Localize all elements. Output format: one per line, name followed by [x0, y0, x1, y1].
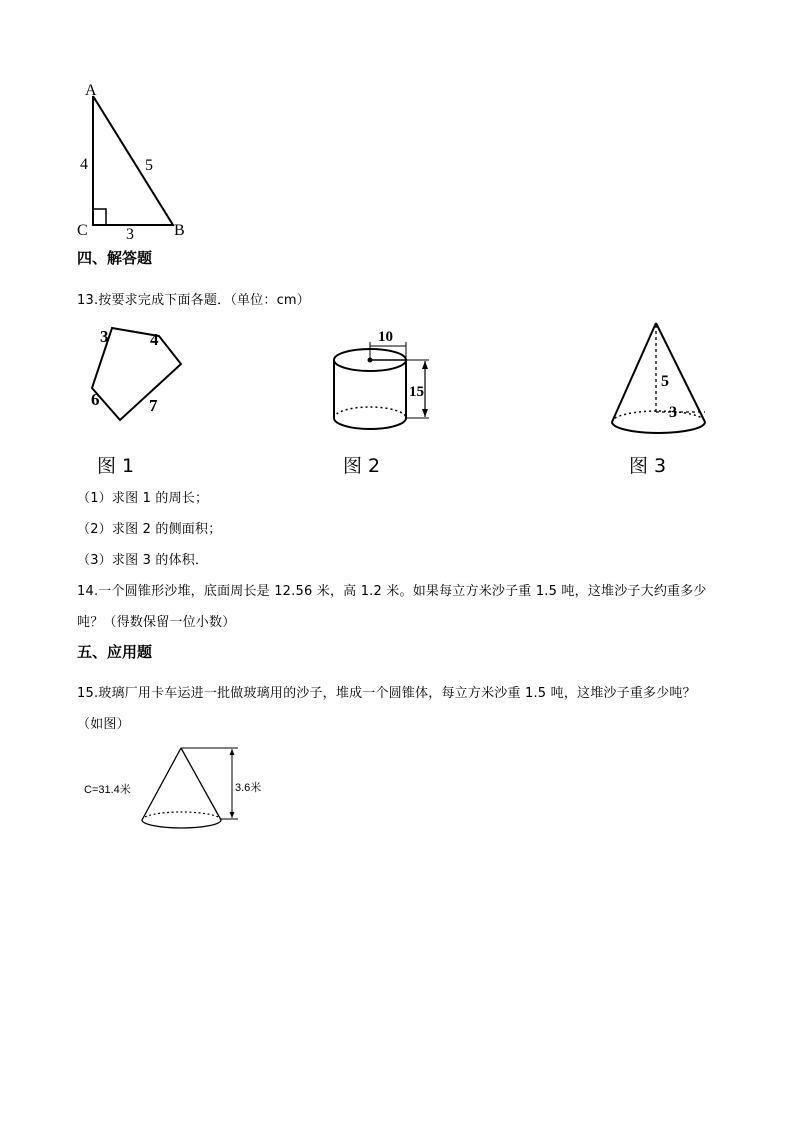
fig1-side-6: 6 [91, 390, 100, 409]
fig1-side-7: 7 [149, 396, 158, 415]
fig2-height-label: 15 [409, 384, 424, 400]
section-5-title: 五、应用题 [77, 643, 153, 661]
figure-3-caption: 图 3 [629, 455, 667, 477]
question-13-sub-3: （3）求图 3 的体积． [77, 553, 209, 568]
fig3-height-label: 5 [661, 373, 669, 390]
question-15-line-2: （如图） [77, 717, 130, 732]
cylinder-figure [325, 320, 445, 435]
circumference-label: C=31.4米 [84, 784, 131, 796]
question-13-text: 13.按要求完成下面各题．（单位：cm） [77, 293, 310, 308]
figure-1-caption: 图 1 [97, 455, 135, 477]
fig3-radius-label: 3 [669, 404, 677, 421]
cone-height-label: 3.6米 [235, 782, 262, 794]
question-14-line-1: 14.一个圆锥形沙堆，底面周长是 12.56 米，高 1.2 米。如果每立方米沙子重 1.5 吨，这堆沙子大约重多少 [77, 584, 707, 599]
quadrilateral-figure [80, 320, 200, 430]
side-ab-label: 5 [145, 157, 153, 174]
fig1-side-4: 4 [150, 330, 159, 349]
question-15-line-1: 15.玻璃厂用卡车运进一批做玻璃用的沙子，堆成一个圆锥体，每立方米沙重 1.5 吨，这堆沙子重多少吨？ [77, 686, 696, 701]
fig1-side-3: 3 [100, 327, 109, 346]
side-ac-label: 4 [80, 156, 88, 173]
right-triangle-figure [70, 78, 200, 243]
figure-2-caption: 图 2 [343, 455, 381, 477]
side-cb-label: 3 [126, 226, 134, 243]
vertex-a-label: A [85, 82, 97, 99]
question-13-sub-1: （1）求图 1 的周长； [77, 491, 209, 506]
fig2-radius-label: 10 [378, 329, 393, 345]
cone-figure [605, 316, 715, 441]
question-14-line-2: 吨？（得数保留一位小数） [77, 615, 236, 630]
vertex-b-label: B [174, 222, 185, 239]
question-13-sub-2: （2）求图 2 的侧面积； [77, 522, 222, 537]
right-angle-mark [93, 209, 106, 225]
section-4-title: 四、解答题 [77, 249, 153, 267]
vertex-c-label: C [77, 222, 88, 239]
